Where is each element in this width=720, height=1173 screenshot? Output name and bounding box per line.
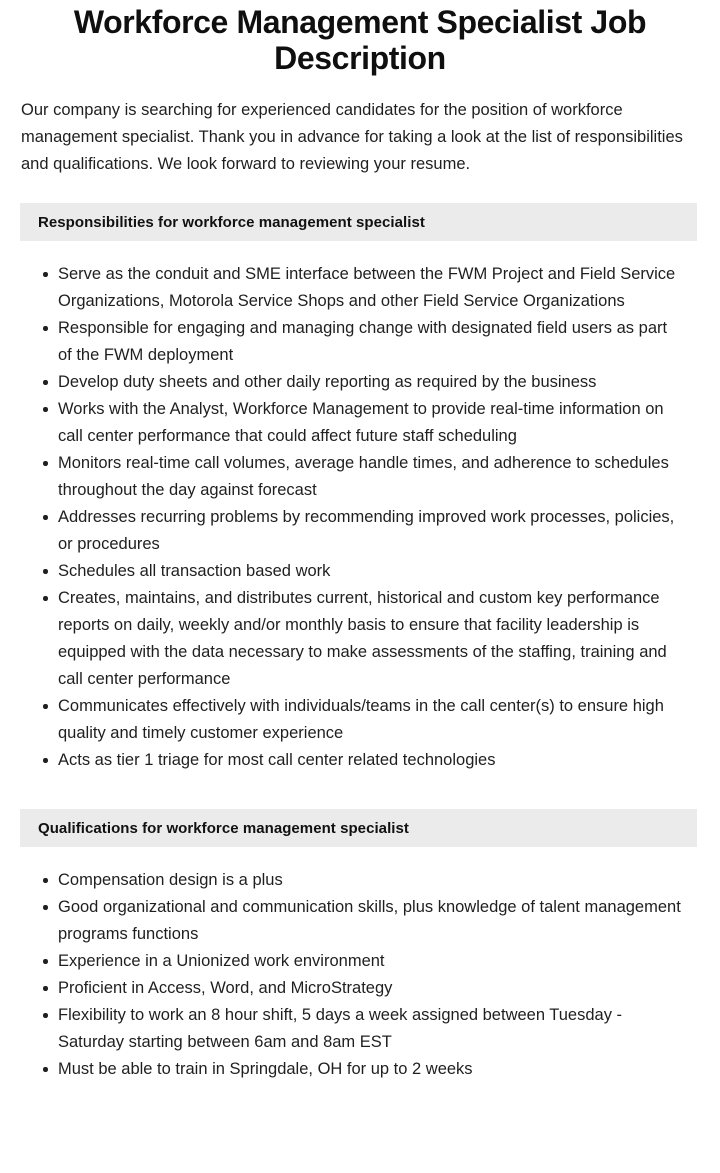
qualifications-list [0,847,720,1083]
bullet-dot-icon [43,569,48,574]
bullet-dot-icon [43,704,48,709]
section-responsibilities [0,203,720,774]
list-item [0,261,720,315]
list-item-text: Schedules all transaction based work [58,562,331,580]
bullet-dot-icon [43,272,48,277]
list-item [0,558,720,585]
section-header-responsibilities [20,203,697,241]
list-item [0,894,720,948]
bullet-dot-icon [43,758,48,763]
bullet-dot-icon [43,959,48,964]
list-item [0,1056,720,1083]
list-item-text: Creates, maintains, and distributes current, historical and custom key performance reports on daily, weekly and/or monthly basis to ensure that facility leadership is equipped with the data necessary to make assessments of the staffing, training and call center performance [58,589,667,688]
list-item-text: Works with the Analyst, Workforce Management to provide real-time information on call center performance that could affect future staff scheduling [58,400,664,445]
list-item-text: Proficient in Access, Word, and MicroStrategy [58,979,393,997]
list-item-text: Experience in a Unionized work environment [58,952,385,970]
list-item [0,315,720,369]
bullet-dot-icon [43,986,48,991]
responsibilities-list [0,241,720,774]
list-item-text: Compensation design is a plus [58,871,283,889]
list-item [0,693,720,747]
bullet-dot-icon [43,1067,48,1072]
list-item [0,747,720,774]
list-item [0,585,720,693]
section-heading-label: Responsibilities for workforce management specialist [38,213,425,231]
section-header-qualifications [20,809,697,847]
list-item-text: Monitors real-time call volumes, average handle times, and adherence to schedules throughout the day against forecast [58,454,669,499]
list-item-text: Must be able to train in Springdale, OH for up to 2 weeks [58,1060,473,1078]
list-item [0,369,720,396]
list-item-text: Flexibility to work an 8 hour shift, 5 days a week assigned between Tuesday - Saturday starting between 6am and 8am EST [58,1006,623,1051]
bullet-dot-icon [43,461,48,466]
bullet-dot-icon [43,905,48,910]
bullet-dot-icon [43,326,48,331]
page-title: Workforce Management Specialist Job Description [73,4,647,76]
list-item-text: Good organizational and communication skills, plus knowledge of talent management programs functions [58,898,681,943]
list-item-text: Develop duty sheets and other daily reporting as required by the business [58,373,597,391]
section-heading-label: Qualifications for workforce management specialist [38,819,409,837]
list-item-text: Acts as tier 1 triage for most call center related technologies [58,751,496,769]
bullet-dot-icon [43,878,48,883]
bullet-dot-icon [43,407,48,412]
bullet-dot-icon [43,380,48,385]
list-item-text: Serve as the conduit and SME interface between the FWM Project and Field Service Organizations, Motorola Service Shops and other Field Service Organizations [58,265,676,310]
bullet-dot-icon [43,515,48,520]
list-item [0,450,720,504]
section-qualifications [0,809,720,1083]
list-item-text: Communicates effectively with individuals/teams in the call center(s) to ensure high quality and timely customer experience [58,697,664,742]
list-item [0,1002,720,1056]
list-item-text: Addresses recurring problems by recommending improved work processes, policies, or procedures [58,508,675,553]
list-item [0,396,720,450]
list-item [0,867,720,894]
list-item-text: Responsible for engaging and managing change with designated field users as part of the FWM deployment [58,319,668,364]
list-item [0,948,720,975]
intro-paragraph: Our company is searching for experienced candidates for the position of workforce management specialist. Thank you in advance for taking a look at the list of responsibilities and qualifications. We look forward to reviewing your resume. [21,101,683,173]
bullet-dot-icon [43,1013,48,1018]
bullet-dot-icon [43,596,48,601]
list-item [0,975,720,1002]
list-item [0,504,720,558]
